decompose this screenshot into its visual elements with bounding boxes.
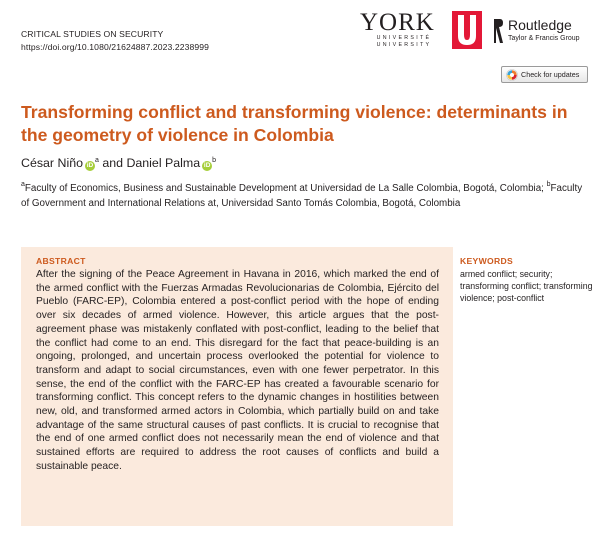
update-badge-icon [506,69,518,86]
check-for-updates-button[interactable] [501,66,588,83]
affiliation-text: Faculty of Government and International Relations at, Universidad Santo Tomás Colombia, Bogotá, Colombia [21,183,583,209]
orcid-icon[interactable]: iD [203,162,211,169]
doi-link[interactable]: https://doi.org/10.1080/21624887.2023.2238999 [21,42,209,52]
article-title: Transforming conflict and transforming violence: determinants in the geometry of violence in Colombia [21,102,568,145]
keywords-text: armed conflict; security; transforming conflict; transforming violence; post-conflict [460,269,593,303]
routledge-r-icon [492,18,504,49]
affil-mark: a [94,157,99,164]
routledge-subtitle: Taylor & Francis Group [508,35,580,42]
journal-header [21,28,209,54]
affil-mark: b [546,181,551,188]
abstract-box [21,247,453,526]
author-name[interactable]: Daniel Palma [126,156,201,170]
york-wordmark: YORK [360,9,435,36]
affil-mark: b [212,157,217,164]
check-for-updates-label: Check for updates [521,70,580,79]
publisher-logos [360,10,592,54]
affiliations [21,182,591,211]
author-joiner: and [98,156,127,170]
keywords-heading: KEYWORDS [460,256,514,266]
routledge-name: Routledge [508,17,572,33]
journal-name: CRITICAL STUDIES ON SECURITY [21,29,164,39]
york-u-logo-icon [452,11,482,49]
keywords-section [460,256,595,304]
abstract-text: After the signing of the Peace Agreement in Havana in 2016, which marked the end of the armed conflict with the Fuerzas Armadas Revolucionarias de Colombia, Ejército del Pueblo (FARC-EP), Colombia entered a post-conflict period with the hope of ending over six decades of armed violence. However, this article argues that the post-agreement phase was mistakenly conflated with post-conflict, leading to the belief that the conflict had come to an end. This disregard for the fact that peace-building is an ongoing, prolonged, and uncertain process overlooked the potential for violence to transform and adapt to social circumstances, even with one fewer perpetrator. In this sense, the end of the conflict with the FARC-EP has created a favourable scenario for transforming conflict. This concept refers to the dynamic changes in hostilities between new, old, and transformed armed actors in Colombia, which partially build on and take advantage of the same structural causes of past conflicts. It is crucial to recognise that the end of one armed conflict does not necessarily mean the end of violence and that sustained efforts are required to address the root causes of conflicts and build a sustainable peace. [36,269,439,472]
author-line [21,155,216,171]
affiliation-text: Faculty of Economics, Business and Sustainable Development at Universidad de La Salle Colombia, Bogotá, Colombia; [24,183,547,194]
orcid-icon[interactable]: iD [86,162,94,169]
abstract-heading: ABSTRACT [36,256,86,266]
york-subtitle: UNIVERSITÉ UNIVERSITY [376,35,432,48]
author-name[interactable]: César Niño [21,156,83,170]
affil-mark: a [21,181,25,188]
